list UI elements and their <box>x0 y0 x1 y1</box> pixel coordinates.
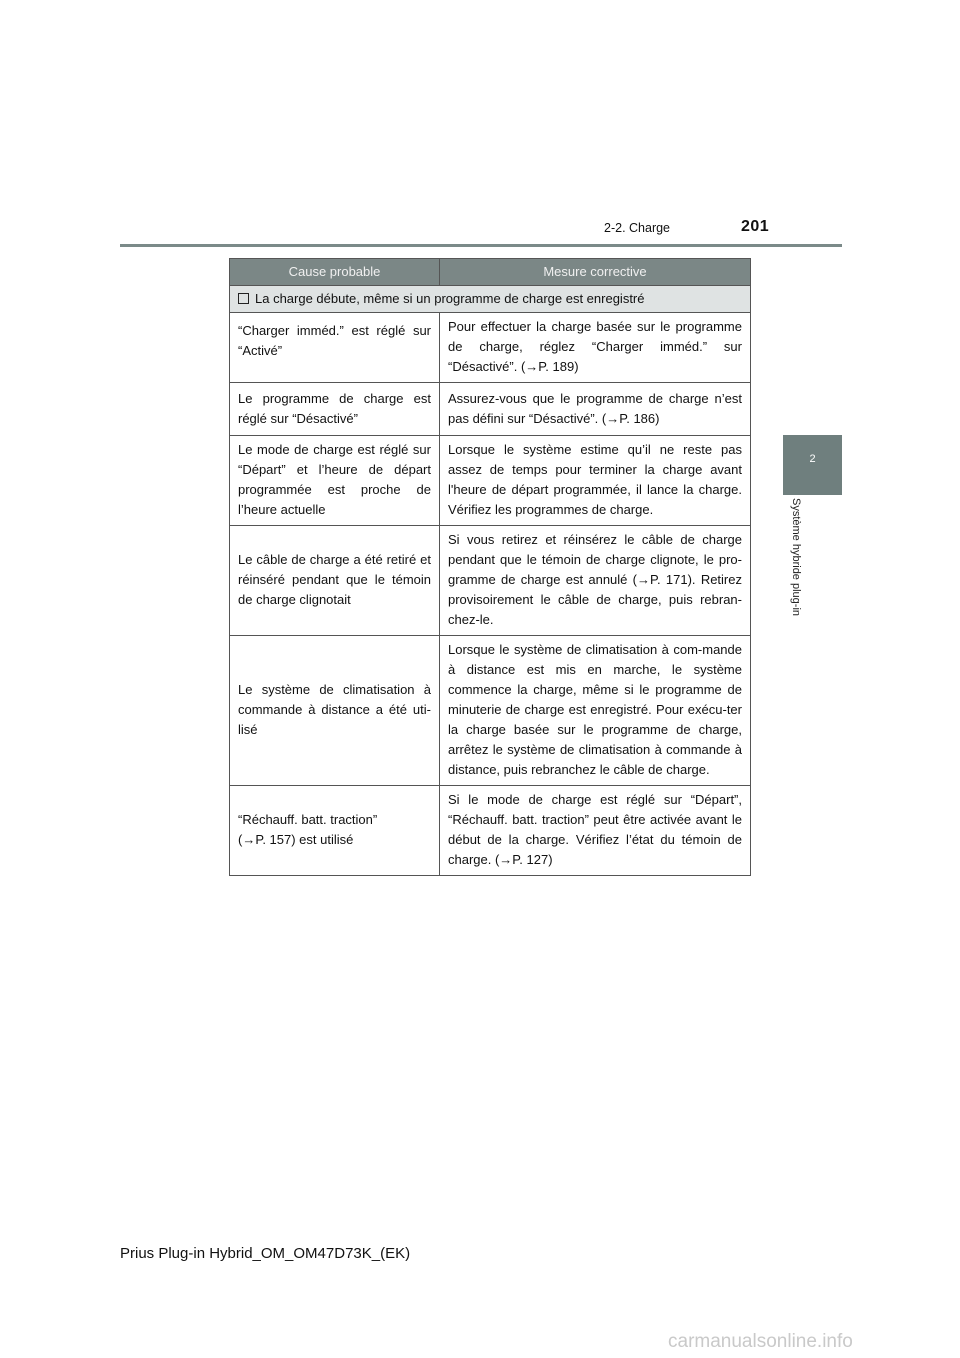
condition-row <box>230 286 751 313</box>
cause-cell: Le câble de charge a été retiré et réinséré pendant que le témoin de charge clignotait <box>230 526 440 636</box>
table-row <box>230 383 751 436</box>
cause-cell: Le programme de charge est réglé sur “Désactivé” <box>230 383 440 436</box>
cause-cell: Le système de climatisation à commande à distance a été uti-lisé <box>230 636 440 786</box>
troubleshooting-table <box>229 258 751 876</box>
chapter-label: Système hybride plug-in <box>790 498 802 617</box>
header-rule <box>120 244 842 247</box>
table-row <box>230 636 751 786</box>
table-row <box>230 526 751 636</box>
table-row <box>230 786 751 876</box>
measure-cell: Lorsque le système estime qu’il ne reste pas assez de temps pour terminer la charge avant l'heure de départ programmée, il lance la charge. Vérifiez les programmes de charge. <box>440 436 751 526</box>
header-measure: Mesure corrective <box>440 259 751 286</box>
page-number: 201 <box>741 218 770 235</box>
measure-cell: Pour effectuer la charge basée sur le programme de charge, réglez “Charger imméd.” sur “Désactivé”. (→P. 189) <box>440 313 751 383</box>
cause-cell <box>230 786 440 876</box>
watermark: carmanualsonline.info <box>668 1331 853 1352</box>
condition-text: La charge débute, même si un programme de charge est enregistré <box>255 291 645 306</box>
table-row <box>230 436 751 526</box>
cause-cell: Le mode de charge est réglé sur “Départ” et l’heure de départ programmée est proche de l’heure actuelle <box>230 436 440 526</box>
measure-cell: Assurez-vous que le programme de charge n’est pas défini sur “Désactivé”. (→P. 186) <box>440 383 751 436</box>
checkbox-icon <box>238 293 249 304</box>
measure-cell: Si le mode de charge est réglé sur “Départ”, “Réchauff. batt. traction” peut être activée avant le début de la charge. Vérifiez l’état du témoin de charge. (→P. 127) <box>440 786 751 876</box>
chapter-tab <box>783 435 842 495</box>
cause-line: (→P. 157) est utilisé <box>238 832 354 847</box>
table-header-row <box>230 259 751 286</box>
measure-cell: Lorsque le système de climatisation à com-mande à distance est mis en marche, le système commence la charge, même si le programme de minuterie de charge est enregistré. Pour exécu-ter la charge basée sur le programme de charge, arrêtez le système de climatisation à commande à distance, puis rebranchez le câble de charge. <box>440 636 751 786</box>
section-title: 2-2. Charge <box>604 221 671 235</box>
chapter-tab-number: 2 <box>809 453 816 465</box>
cause-cell: “Charger imméd.” est réglé sur “Activé” <box>230 313 440 383</box>
measure-cell: Si vous retirez et réinsérez le câble de charge pendant que le témoin de charge clignote, le pro-gramme de charge est annulé (→P. 171). Retirez provisoirement le câble de charge, puis rebran-chez-le. <box>440 526 751 636</box>
cause-line: “Réchauff. batt. traction” <box>238 812 378 827</box>
document-footer: Prius Plug-in Hybrid_OM_OM47D73K_(EK) <box>120 1245 411 1262</box>
condition-cell <box>230 286 751 313</box>
table-row <box>230 313 751 383</box>
header-cause: Cause probable <box>230 259 440 286</box>
